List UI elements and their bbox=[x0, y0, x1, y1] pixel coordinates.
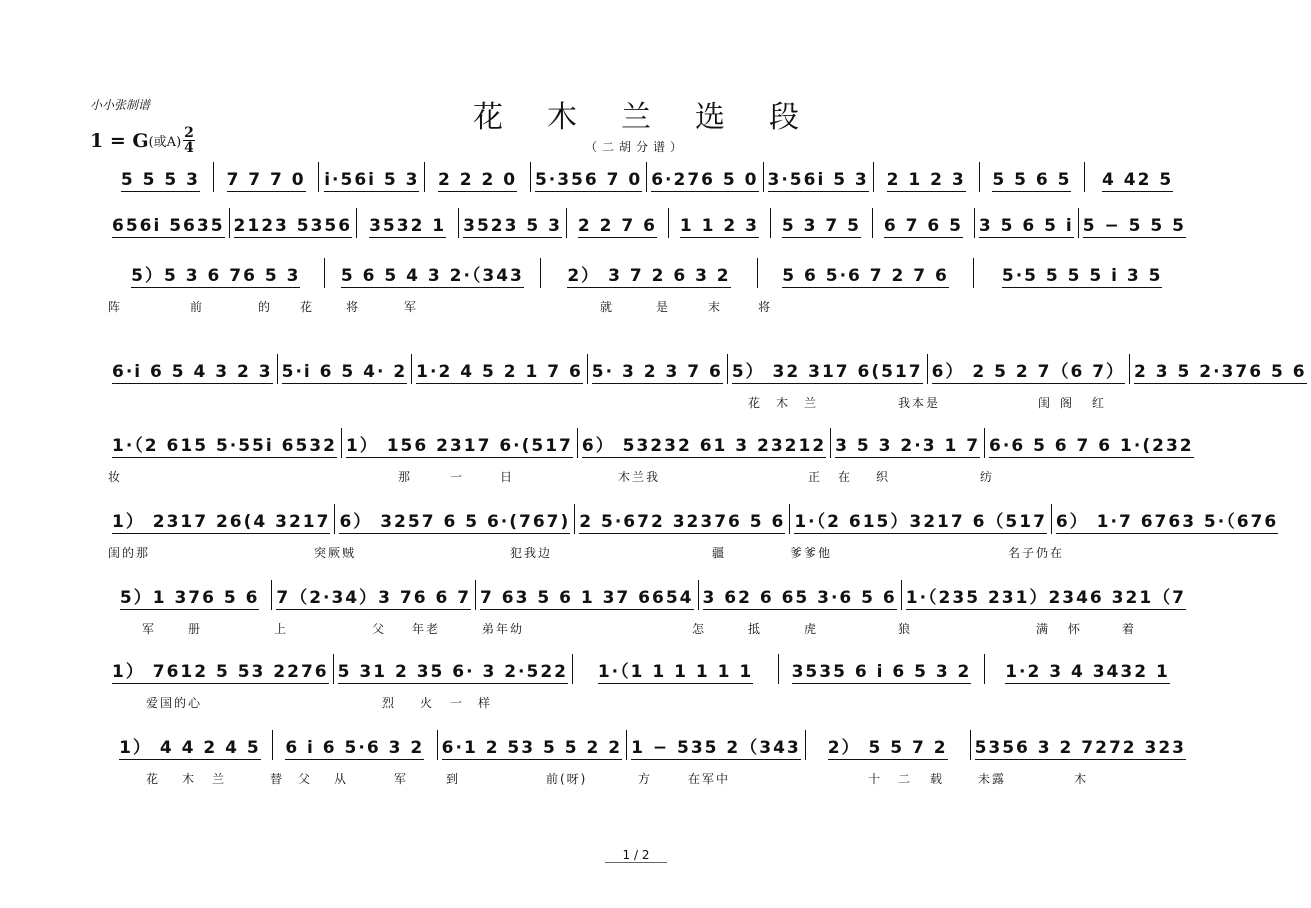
lyric: 兰 bbox=[212, 772, 227, 786]
time-denominator: 4 bbox=[184, 140, 194, 156]
lyric: 着 bbox=[1122, 622, 1137, 636]
measure-notes: 3532 1 bbox=[369, 216, 447, 236]
lyric: 怎 bbox=[692, 622, 707, 636]
measure bbox=[980, 162, 1086, 192]
lyric: 的 bbox=[258, 300, 273, 314]
measure-notes: 5·i 6 5 4· 2 bbox=[281, 362, 408, 382]
lyrics-row bbox=[108, 298, 1190, 314]
lyric: 纺 bbox=[980, 470, 995, 484]
lyrics-row bbox=[108, 770, 1190, 786]
lyric: 烈 bbox=[382, 696, 397, 710]
measure bbox=[647, 162, 763, 192]
measure bbox=[541, 258, 758, 288]
measure bbox=[831, 428, 985, 458]
lyric: 军 bbox=[394, 772, 409, 786]
lyric: 织 bbox=[876, 470, 891, 484]
measure bbox=[108, 162, 214, 192]
measure bbox=[902, 580, 1190, 610]
measure-notes: 1·（2 615）3217 6（517 bbox=[794, 507, 1047, 534]
measure bbox=[1079, 208, 1190, 238]
lyric: 狼 bbox=[898, 622, 913, 636]
notation-row bbox=[108, 258, 1190, 288]
lyric: 弟年幼 bbox=[482, 622, 525, 636]
measure-notes: 7 7 7 0 bbox=[226, 170, 306, 190]
lyric: 父 bbox=[372, 622, 387, 636]
lyric: 兰 bbox=[804, 396, 819, 410]
score-line bbox=[108, 428, 1194, 484]
measure-notes: 6·1 2 53 5 5 2 2 bbox=[441, 738, 623, 758]
measure-notes: 6 i 6 5·6 3 2 bbox=[285, 738, 425, 758]
measure bbox=[1130, 354, 1311, 384]
lyric: 就 bbox=[600, 300, 615, 314]
notation-row bbox=[108, 580, 1190, 610]
measure bbox=[108, 730, 273, 760]
measure bbox=[334, 654, 573, 684]
lyric: 闺 bbox=[1038, 396, 1053, 410]
score-title: 花木兰选段 bbox=[473, 100, 843, 135]
lyric: 军 bbox=[142, 622, 157, 636]
measure-notes: 3535 6 i 6 5 3 2 bbox=[791, 662, 972, 682]
measure bbox=[278, 354, 413, 384]
measure-notes: 3 5 3 2·3 1 7 bbox=[835, 436, 981, 456]
measure-notes: 5 5 5 3 bbox=[120, 170, 200, 190]
measure-notes: 6·276 5 0 bbox=[651, 170, 759, 190]
measure-notes: 3·56i 5 3 bbox=[767, 170, 869, 190]
lyric: 爱国的心 bbox=[146, 696, 203, 710]
measure bbox=[699, 580, 902, 610]
measure-notes: 1·2 4 5 2 1 7 6 bbox=[416, 362, 583, 382]
measure bbox=[790, 504, 1052, 534]
measure-notes: 5 6 5·6 7 2 7 6 bbox=[782, 266, 949, 286]
lyric: 木 bbox=[1074, 772, 1089, 786]
measure-notes: 4 42 5 bbox=[1102, 170, 1174, 190]
lyric: 阵 bbox=[108, 300, 123, 314]
measure-notes: 2） 5 5 7 2 bbox=[828, 733, 948, 760]
score-line bbox=[108, 354, 1307, 410]
measure bbox=[928, 354, 1130, 384]
lyrics-row bbox=[108, 694, 1190, 710]
notation-row bbox=[108, 504, 1279, 534]
measure bbox=[764, 162, 874, 192]
measure bbox=[108, 354, 278, 384]
measure bbox=[627, 730, 806, 760]
lyric: 怀 bbox=[1068, 622, 1083, 636]
lyric: 一 bbox=[450, 470, 465, 484]
measure bbox=[1085, 162, 1190, 192]
page-number-text: 1 / 2 bbox=[605, 848, 668, 863]
measure-notes: 6·i 6 5 4 3 2 3 bbox=[112, 362, 273, 382]
measure-notes: 1·2 3 4 3432 1 bbox=[1005, 662, 1170, 682]
key-signature bbox=[90, 126, 195, 155]
score-line bbox=[108, 504, 1279, 560]
lyric: 花 bbox=[748, 396, 763, 410]
measure bbox=[567, 208, 669, 238]
page-number bbox=[0, 848, 1272, 862]
lyric: 十 bbox=[868, 772, 883, 786]
lyric: 在 bbox=[838, 470, 853, 484]
measure bbox=[108, 580, 272, 610]
measure bbox=[779, 654, 985, 684]
lyric: 抵 bbox=[748, 622, 763, 636]
score-line bbox=[108, 580, 1190, 636]
score-line bbox=[108, 162, 1190, 192]
lyric: 红 bbox=[1092, 396, 1107, 410]
measure bbox=[873, 208, 975, 238]
measure-notes: 6） 3257 6 5 6·(767) bbox=[339, 507, 570, 534]
measure-notes: 5·356 7 0 bbox=[534, 170, 643, 190]
lyric: 未露 bbox=[978, 772, 1007, 786]
measure bbox=[459, 208, 567, 238]
lyric: 在军中 bbox=[688, 772, 731, 786]
measure-notes: 5 5 6 5 bbox=[992, 170, 1072, 190]
measure bbox=[985, 654, 1190, 684]
key-label: 1 = G bbox=[90, 129, 149, 152]
measure bbox=[108, 208, 230, 238]
measure-notes: 2 2 2 0 bbox=[438, 170, 518, 190]
measure-notes: 1·（235 231）2346 321（7 bbox=[906, 583, 1186, 610]
measure bbox=[531, 162, 647, 192]
measure-notes: 1） 2317 26(4 3217 bbox=[112, 507, 330, 534]
measure-notes: 1 1 2 3 bbox=[679, 216, 759, 236]
measure-notes: 1·（1 1 1 1 1 1 bbox=[598, 657, 753, 684]
measure bbox=[230, 208, 358, 238]
measure bbox=[214, 162, 320, 192]
measure-notes: 2 2 7 6 bbox=[577, 216, 657, 236]
measure-notes: 5 6 5 4 3 2·（343 bbox=[341, 261, 524, 288]
measure bbox=[335, 504, 575, 534]
measure bbox=[971, 730, 1190, 760]
lyric: 一 bbox=[450, 696, 465, 710]
lyric: 虎 bbox=[804, 622, 819, 636]
lyric: 前 bbox=[190, 300, 205, 314]
lyric: 上 bbox=[274, 622, 289, 636]
measure-notes: 3523 5 3 bbox=[463, 216, 562, 236]
lyric: 从 bbox=[334, 772, 349, 786]
lyric: 爹爹他 bbox=[790, 546, 833, 560]
time-signature bbox=[183, 126, 195, 155]
lyric: 木兰我 bbox=[618, 470, 661, 484]
measure-notes: 6） 2 5 2 7（6 7） bbox=[932, 357, 1125, 384]
lyric: 末 bbox=[708, 300, 723, 314]
measure bbox=[325, 258, 542, 288]
measure bbox=[108, 654, 334, 684]
measure-notes: 6·6 5 6 7 6 1·(232 bbox=[989, 436, 1194, 456]
measure bbox=[975, 208, 1079, 238]
measure bbox=[578, 428, 831, 458]
measure-notes: 5 3 7 5 bbox=[781, 216, 861, 236]
notation-row bbox=[108, 354, 1307, 384]
measure-notes: 5356 3 2 7272 323 bbox=[974, 738, 1187, 758]
lyric: 前(呀) bbox=[546, 772, 588, 786]
lyric: 满 bbox=[1036, 622, 1051, 636]
lyric: 日 bbox=[500, 470, 515, 484]
lyric: 木 bbox=[776, 396, 791, 410]
measure-notes: 6） 1·7 6763 5·（676 bbox=[1056, 507, 1278, 534]
time-numerator: 2 bbox=[184, 125, 194, 141]
notation-row bbox=[108, 208, 1190, 238]
arranger-credit: 小小张制谱 bbox=[90, 98, 151, 112]
measure-notes: 5 − 5 5 5 bbox=[1082, 216, 1186, 236]
measure-notes: 1） 7612 5 53 2276 bbox=[112, 657, 329, 684]
measure bbox=[108, 504, 335, 534]
notation-row bbox=[108, 654, 1190, 684]
measure bbox=[342, 428, 578, 458]
lyric: 正 bbox=[808, 470, 823, 484]
lyric: 将 bbox=[346, 300, 361, 314]
lyric: 册 bbox=[188, 622, 203, 636]
lyric: 闺的那 bbox=[108, 546, 151, 560]
lyric: 载 bbox=[930, 772, 945, 786]
measure bbox=[728, 354, 928, 384]
lyric: 火 bbox=[420, 696, 435, 710]
lyric: 年老 bbox=[412, 622, 441, 636]
lyric: 军 bbox=[404, 300, 419, 314]
lyric: 二 bbox=[898, 772, 913, 786]
lyrics-row bbox=[108, 394, 1190, 410]
lyric: 方 bbox=[638, 772, 653, 786]
lyric: 疆 bbox=[712, 546, 727, 560]
measure bbox=[985, 428, 1198, 458]
lyric: 妆 bbox=[108, 470, 123, 484]
measure bbox=[438, 730, 627, 760]
measure bbox=[357, 208, 459, 238]
measure-notes: 5）5 3 6 76 5 3 bbox=[131, 261, 300, 288]
measure-notes: i·56i 5 3 bbox=[324, 170, 420, 190]
lyric: 犯我边 bbox=[510, 546, 553, 560]
measure-notes: 2123 5356 bbox=[233, 216, 353, 236]
measure bbox=[272, 580, 476, 610]
lyric: 将 bbox=[758, 300, 773, 314]
measure-notes: 7 63 5 6 1 37 6654 bbox=[480, 588, 694, 608]
lyrics-row bbox=[108, 544, 1190, 560]
lyric: 到 bbox=[446, 772, 461, 786]
lyric: 那 bbox=[398, 470, 413, 484]
measure-notes: 5）1 376 5 6 bbox=[120, 583, 260, 610]
measure bbox=[588, 354, 728, 384]
lyric: 名子仍在 bbox=[1008, 546, 1065, 560]
measure bbox=[425, 162, 531, 192]
measure-notes: 1） 4 4 2 4 5 bbox=[119, 733, 261, 760]
measure bbox=[669, 208, 771, 238]
measure-notes: 5） 32 317 6(517 bbox=[732, 357, 923, 384]
lyric: 父 bbox=[298, 772, 313, 786]
measure bbox=[575, 504, 790, 534]
measure bbox=[573, 654, 779, 684]
measure-notes: 3 62 6 65 3·6 5 6 bbox=[702, 588, 897, 608]
measure-notes: 5 31 2 35 6· 3 2·522 bbox=[337, 662, 568, 682]
lyric: 突厥贼 bbox=[314, 546, 357, 560]
measure bbox=[108, 258, 325, 288]
measure-notes: 3 5 6 5 i bbox=[978, 216, 1074, 236]
score-line bbox=[108, 654, 1190, 710]
score-line bbox=[108, 730, 1190, 786]
score-subtitle: （二胡分谱） bbox=[584, 140, 687, 154]
measure-notes: 1·（2 615 5·55i 6532 bbox=[112, 431, 337, 458]
measure-notes: 2 1 2 3 bbox=[886, 170, 966, 190]
measure-notes: 656i 5635 bbox=[112, 216, 225, 236]
measure bbox=[273, 730, 438, 760]
measure-notes: 7（2·34）3 76 6 7 bbox=[276, 583, 471, 610]
measure-notes: 6） 53232 61 3 23212 bbox=[582, 431, 826, 458]
measure bbox=[758, 258, 975, 288]
lyric: 花 bbox=[146, 772, 161, 786]
notation-row bbox=[108, 428, 1194, 458]
lyric: 替 bbox=[270, 772, 285, 786]
lyric: 木 bbox=[182, 772, 197, 786]
measure bbox=[1052, 504, 1282, 534]
measure bbox=[412, 354, 588, 384]
lyrics-row bbox=[108, 620, 1190, 636]
measure-notes: 2 3 5 2·376 5 6 bbox=[1134, 362, 1307, 382]
lyric: 花 bbox=[300, 300, 315, 314]
score-line bbox=[108, 208, 1190, 238]
measure bbox=[874, 162, 980, 192]
measure-notes: 1 − 535 2（343 bbox=[631, 733, 801, 760]
measure bbox=[974, 258, 1190, 288]
key-alt: (或A) bbox=[148, 135, 182, 150]
measure bbox=[319, 162, 425, 192]
measure bbox=[108, 428, 342, 458]
lyric: 是 bbox=[656, 300, 671, 314]
measure-notes: 5· 3 2 3 7 6 bbox=[591, 362, 723, 382]
lyric: 样 bbox=[478, 696, 493, 710]
notation-row bbox=[108, 162, 1190, 192]
measure bbox=[771, 208, 873, 238]
lyric: 我本是 bbox=[898, 396, 941, 410]
lyric: 阁 bbox=[1060, 396, 1075, 410]
measure-notes: 1） 156 2317 6·(517 bbox=[346, 431, 573, 458]
measure-notes: 2） 3 7 2 6 3 2 bbox=[567, 261, 730, 288]
notation-row bbox=[108, 730, 1190, 760]
measure bbox=[806, 730, 971, 760]
lyrics-row bbox=[108, 468, 1190, 484]
measure bbox=[476, 580, 698, 610]
measure-notes: 6 7 6 5 bbox=[883, 216, 963, 236]
measure-notes: 2 5·672 32376 5 6 bbox=[579, 512, 786, 532]
measure-notes: 5·5 5 5 5 i 3 5 bbox=[1001, 266, 1163, 286]
score-line bbox=[108, 258, 1190, 314]
